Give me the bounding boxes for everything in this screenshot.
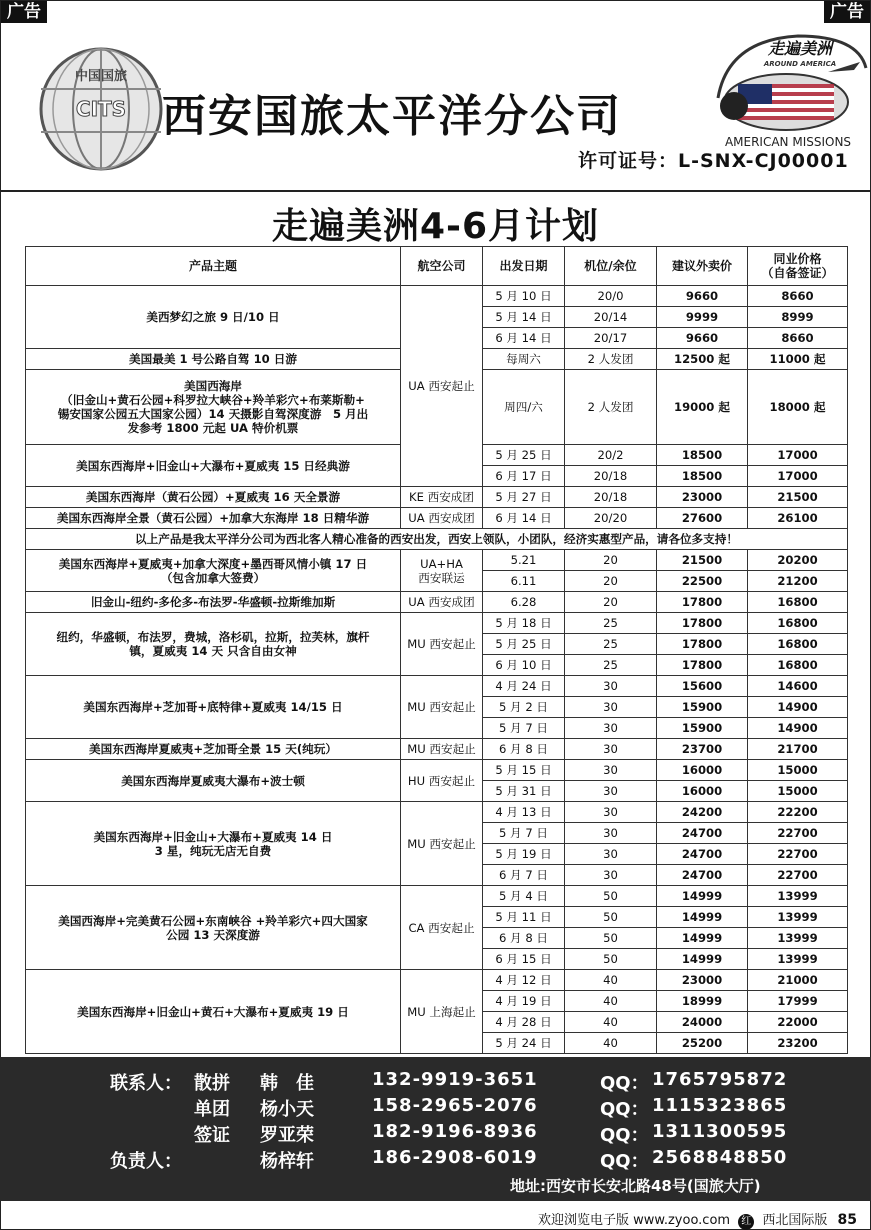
header-divider	[0, 190, 871, 192]
retail-price: 16000	[657, 781, 748, 802]
contact-role: 签证	[194, 1125, 230, 1146]
retail-price: 18500	[657, 445, 748, 466]
depart-date: 6 月 14 日	[483, 328, 565, 349]
seats: 30	[565, 802, 657, 823]
product-name: 美国东西海岸夏威夷大瀑布+波士顿	[26, 760, 401, 802]
table-row	[26, 676, 848, 697]
airline: HU 西安起止	[401, 760, 483, 802]
product-name: 旧金山-纽约-多伦多-布法罗-华盛顿-拉斯维加斯	[26, 592, 401, 613]
retail-price: 14999	[657, 928, 748, 949]
retail-price: 17800	[657, 613, 748, 634]
header-product: 产品主题	[26, 247, 401, 286]
depart-date: 5 月 4 日	[483, 886, 565, 907]
table-row	[26, 760, 848, 781]
qq-label: QQ：	[600, 1073, 649, 1094]
depart-date: 5 月 25 日	[483, 445, 565, 466]
retail-price: 23000	[657, 487, 748, 508]
seats: 25	[565, 655, 657, 676]
airline: MU 西安起止	[401, 613, 483, 676]
airline: KE 西安成团	[401, 487, 483, 508]
contact-label: 联系人：	[110, 1073, 182, 1094]
depart-date: 5 月 2 日	[483, 697, 565, 718]
address: 地址:西安市长安北路48号(国旅大厅)	[510, 1177, 761, 1195]
depart-date: 5 月 7 日	[483, 823, 565, 844]
retail-price: 23700	[657, 739, 748, 760]
retail-price: 24200	[657, 802, 748, 823]
seats: 50	[565, 928, 657, 949]
product-name-line: 发参考 1800 元起 UA 特价机票	[127, 421, 299, 435]
site-link[interactable]: www.zyoo.com	[633, 1213, 731, 1228]
product-name-line: 美国东西海岸+夏威夷+加拿大深度+墨西哥风情小镇 17 日	[58, 556, 368, 571]
american-missions-sub: AROUND AMERICA	[763, 60, 837, 68]
company-name: 西安国旅太平洋分公司	[162, 91, 622, 142]
product-name: 美国东西海岸+旧金山+大瀑布+夏威夷 15 日经典游	[26, 445, 401, 487]
seats: 20/18	[565, 487, 657, 508]
seats: 20/18	[565, 466, 657, 487]
depart-date: 5 月 11 日	[483, 907, 565, 928]
depart-date: 6 月 17 日	[483, 466, 565, 487]
depart-date: 6 月 8 日	[483, 928, 565, 949]
contact-name: 杨梓轩	[260, 1151, 314, 1172]
seats: 30	[565, 823, 657, 844]
header	[0, 0, 871, 192]
depart-date: 4 月 19 日	[483, 991, 565, 1012]
contact-phone: 158-2965-2076	[372, 1095, 538, 1116]
airline: MU 西安起止	[401, 739, 483, 760]
section-name: 西北国际版	[762, 1213, 828, 1228]
contact-qq: 1765795872	[652, 1069, 788, 1090]
trade-price: 17000	[748, 466, 848, 487]
cits-logo-top-text: 中国国旅	[74, 69, 128, 84]
trade-price: 14900	[748, 697, 848, 718]
retail-price: 14999	[657, 949, 748, 970]
trade-price: 22700	[748, 844, 848, 865]
depart-date: 每周六	[483, 349, 565, 370]
header-trade-price-line2: （自备签证）	[761, 266, 834, 280]
product-name: 美国最美 1 号公路自驾 10 日游	[26, 349, 401, 370]
contact-phone: 186-2908-6019	[372, 1147, 538, 1168]
retail-price: 15900	[657, 718, 748, 739]
table-row	[26, 886, 848, 907]
tour-plan-table	[25, 246, 848, 1054]
retail-price: 25200	[657, 1033, 748, 1054]
depart-date: 6 月 10 日	[483, 655, 565, 676]
depart-date: 5 月 25 日	[483, 634, 565, 655]
trade-price: 22700	[748, 823, 848, 844]
product-name-line: 美国西海岸+完美黄石公园+东南峡谷 +羚羊彩穴+四大国家	[58, 913, 368, 928]
trade-price: 8999	[748, 307, 848, 328]
seats: 25	[565, 613, 657, 634]
retail-price: 17800	[657, 634, 748, 655]
product-name-line: 3 星，纯玩无店无自费	[154, 843, 272, 858]
trade-price: 15000	[748, 760, 848, 781]
retail-price: 14999	[657, 886, 748, 907]
retail-price: 9660	[657, 286, 748, 307]
header-trade-price	[748, 247, 848, 286]
trade-price: 16800	[748, 613, 848, 634]
contact-phone: 182-9196-8936	[372, 1121, 538, 1142]
header-airline: 航空公司	[401, 247, 483, 286]
airline-line: 西安联运	[418, 570, 465, 585]
trade-price: 16800	[748, 655, 848, 676]
product-name-line: 锡安国家公园五大国家公园）14 天摄影自驾深度游 5 月出	[57, 407, 369, 421]
trade-price: 13999	[748, 907, 848, 928]
seats: 20/2	[565, 445, 657, 466]
retail-price: 17800	[657, 655, 748, 676]
product-name: 美国东西海岸（黄石公园）+夏威夷 16 天全景游	[26, 487, 401, 508]
depart-date: 4 月 12 日	[483, 970, 565, 991]
retail-price: 19000 起	[657, 370, 748, 445]
trade-price: 13999	[748, 928, 848, 949]
red-circle-icon: 红	[738, 1214, 754, 1230]
retail-price: 15600	[657, 676, 748, 697]
depart-date: 4 月 13 日	[483, 802, 565, 823]
depart-date: 5 月 14 日	[483, 307, 565, 328]
product-name-line: 镇，夏威夷 14 天 只含自由女神	[129, 644, 297, 658]
product-name-line: 纽约，华盛顿，布法罗，费城，洛杉矶，拉斯，拉芙林，旗杆	[56, 630, 370, 644]
trade-price: 11000 起	[748, 349, 848, 370]
seats: 20/14	[565, 307, 657, 328]
depart-date: 5 月 18 日	[483, 613, 565, 634]
trade-price: 17999	[748, 991, 848, 1012]
retail-price: 9660	[657, 328, 748, 349]
trade-price: 22000	[748, 1012, 848, 1033]
depart-date: 6.28	[483, 592, 565, 613]
product-name: 美国东西海岸夏威夷+芝加哥全景 15 天(纯玩）	[26, 739, 401, 760]
depart-date: 5.21	[483, 550, 565, 571]
seats: 30	[565, 718, 657, 739]
depart-date: 5 月 15 日	[483, 760, 565, 781]
product-name: 美国东西海岸+芝加哥+底特律+夏威夷 14/15 日	[26, 676, 401, 739]
page-number: 85	[837, 1212, 857, 1228]
product-name: 美国东西海岸+旧金山+黄石+大瀑布+夏威夷 19 日	[26, 970, 401, 1054]
trade-price: 14600	[748, 676, 848, 697]
trade-price: 8660	[748, 286, 848, 307]
table-row	[26, 739, 848, 760]
trade-price: 16800	[748, 634, 848, 655]
seats: 40	[565, 1012, 657, 1033]
seats: 30	[565, 760, 657, 781]
trade-price: 22700	[748, 865, 848, 886]
seats: 30	[565, 739, 657, 760]
seats: 2 人发团	[565, 370, 657, 445]
trade-price: 22200	[748, 802, 848, 823]
contact-name: 杨小天	[260, 1099, 314, 1120]
product-name	[26, 613, 401, 676]
table-row	[26, 970, 848, 991]
seats: 40	[565, 1033, 657, 1054]
ad-label-right: 广告	[824, 1, 870, 23]
page-bottom-bar	[0, 1205, 871, 1230]
retail-price: 14999	[657, 907, 748, 928]
contact-qq: 1115323865	[652, 1095, 788, 1116]
contact-footer	[0, 1057, 871, 1201]
trade-price: 23200	[748, 1033, 848, 1054]
trade-price: 21500	[748, 487, 848, 508]
retail-price: 15900	[657, 697, 748, 718]
table-row	[26, 613, 848, 634]
contact-name: 罗亚荣	[260, 1125, 314, 1146]
trade-price: 8660	[748, 328, 848, 349]
depart-date: 周四/六	[483, 370, 565, 445]
trade-price: 15000	[748, 781, 848, 802]
seats: 2 人发团	[565, 349, 657, 370]
airline: UA 西安起止	[401, 286, 483, 487]
header-date: 出发日期	[483, 247, 565, 286]
retail-price: 22500	[657, 571, 748, 592]
depart-date: 5 月 24 日	[483, 1033, 565, 1054]
contact-phone: 132-9919-3651	[372, 1069, 538, 1090]
seats: 30	[565, 865, 657, 886]
trade-price: 17000	[748, 445, 848, 466]
promo-note: 以上产品是我太平洋分公司为西北客人精心准备的西安出发，西安上领队，小团队，经济实惠型产品，请各位多支持！	[26, 529, 848, 550]
seats: 30	[565, 844, 657, 865]
retail-price: 24700	[657, 865, 748, 886]
american-missions-logo	[708, 28, 868, 152]
retail-price: 21500	[657, 550, 748, 571]
seats: 20/20	[565, 508, 657, 529]
cits-globe-logo	[36, 44, 166, 174]
qq-label: QQ：	[600, 1151, 649, 1172]
bottom-text	[538, 1209, 857, 1230]
qq-label: QQ：	[600, 1099, 649, 1120]
airline: UA 西安成团	[401, 592, 483, 613]
seats: 20	[565, 592, 657, 613]
depart-date: 5 月 31 日	[483, 781, 565, 802]
contact-name: 韩 佳	[260, 1073, 314, 1094]
trade-price: 21700	[748, 739, 848, 760]
depart-date: 6 月 8 日	[483, 739, 565, 760]
seats: 30	[565, 676, 657, 697]
product-name-line: 公园 13 天深度游	[166, 927, 260, 942]
trade-price: 26100	[748, 508, 848, 529]
depart-date: 4 月 28 日	[483, 1012, 565, 1033]
table-row	[26, 487, 848, 508]
retail-price: 12500 起	[657, 349, 748, 370]
product-name-line: （旧金山+黄石公园+科罗拉大峡谷+羚羊彩穴+布莱斯勒+	[61, 393, 365, 407]
trade-price: 13999	[748, 949, 848, 970]
seats: 20/0	[565, 286, 657, 307]
contact-role: 散拼	[194, 1073, 230, 1094]
seats: 40	[565, 991, 657, 1012]
seats: 20	[565, 550, 657, 571]
trade-price: 18000 起	[748, 370, 848, 445]
retail-price: 9999	[657, 307, 748, 328]
table-row	[26, 286, 848, 307]
plan-title: 走遍美洲4-6月计划	[271, 206, 600, 247]
airline: CA 西安起止	[401, 886, 483, 970]
airline-line: UA+HA	[420, 556, 463, 571]
table-row	[26, 508, 848, 529]
table-row	[26, 802, 848, 823]
trade-price: 21000	[748, 970, 848, 991]
retail-price: 17800	[657, 592, 748, 613]
depart-date: 6 月 15 日	[483, 949, 565, 970]
seats: 50	[565, 907, 657, 928]
header-retail-price: 建议外卖价	[657, 247, 748, 286]
retail-price: 24700	[657, 844, 748, 865]
depart-date: 5 月 19 日	[483, 844, 565, 865]
depart-date: 5 月 7 日	[483, 718, 565, 739]
header-seats: 机位/余位	[565, 247, 657, 286]
depart-date: 6 月 14 日	[483, 508, 565, 529]
retail-price: 24000	[657, 1012, 748, 1033]
seats: 40	[565, 970, 657, 991]
product-name	[26, 550, 401, 592]
contact-role: 单团	[194, 1099, 230, 1120]
retail-price: 24700	[657, 823, 748, 844]
retail-price: 16000	[657, 760, 748, 781]
trade-price: 21200	[748, 571, 848, 592]
table-row	[26, 550, 848, 571]
trade-price: 20200	[748, 550, 848, 571]
seats: 30	[565, 697, 657, 718]
product-name	[26, 886, 401, 970]
airline: UA 西安成团	[401, 508, 483, 529]
qq-label: QQ：	[600, 1125, 649, 1146]
product-name-line: 美国东西海岸+旧金山+大瀑布+夏威夷 14 日	[93, 829, 333, 844]
seats: 50	[565, 886, 657, 907]
trade-price: 14900	[748, 718, 848, 739]
product-name	[26, 802, 401, 886]
depart-date: 5 月 27 日	[483, 487, 565, 508]
table-header-row	[26, 247, 848, 286]
product-name-line: 美国西海岸	[184, 379, 242, 393]
product-name: 美西梦幻之旅 9 日/10 日	[26, 286, 401, 349]
depart-date: 4 月 24 日	[483, 676, 565, 697]
airline: MU 西安起止	[401, 676, 483, 739]
seats: 20	[565, 571, 657, 592]
contact-qq: 2568848850	[652, 1147, 788, 1168]
product-name: 美国东西海岸全景（黄石公园）+加拿大东海岸 18 日精华游	[26, 508, 401, 529]
retail-price: 23000	[657, 970, 748, 991]
table-row	[26, 529, 848, 550]
table-row	[26, 592, 848, 613]
trade-price: 16800	[748, 592, 848, 613]
airline: MU 西安起止	[401, 802, 483, 886]
contact-qq: 1311300595	[652, 1121, 788, 1142]
american-missions-title: 走遍美洲	[767, 39, 833, 58]
seats: 20/17	[565, 328, 657, 349]
retail-price: 27600	[657, 508, 748, 529]
depart-date: 6.11	[483, 571, 565, 592]
depart-date: 5 月 10 日	[483, 286, 565, 307]
trade-price: 13999	[748, 886, 848, 907]
depart-date: 6 月 7 日	[483, 865, 565, 886]
seats: 30	[565, 781, 657, 802]
welcome-text: 欢迎浏览电子版	[537, 1213, 629, 1228]
ad-label-left: 广告	[1, 1, 47, 23]
airline: MU 上海起止	[401, 970, 483, 1054]
retail-price: 18999	[657, 991, 748, 1012]
airline	[401, 550, 483, 592]
seats: 50	[565, 949, 657, 970]
american-missions-bottom: AMERICAN MISSIONS	[724, 135, 852, 149]
product-name	[26, 370, 401, 445]
leader-label: 负责人：	[110, 1151, 182, 1172]
seats: 25	[565, 634, 657, 655]
license-number: 许可证号：L-SNX-CJ00001	[578, 150, 849, 172]
product-name-line: （包含加拿大签费）	[160, 570, 266, 585]
retail-price: 18500	[657, 466, 748, 487]
cits-logo-text: CITS	[75, 97, 127, 121]
header-trade-price-line1: 同业价格	[773, 252, 822, 266]
